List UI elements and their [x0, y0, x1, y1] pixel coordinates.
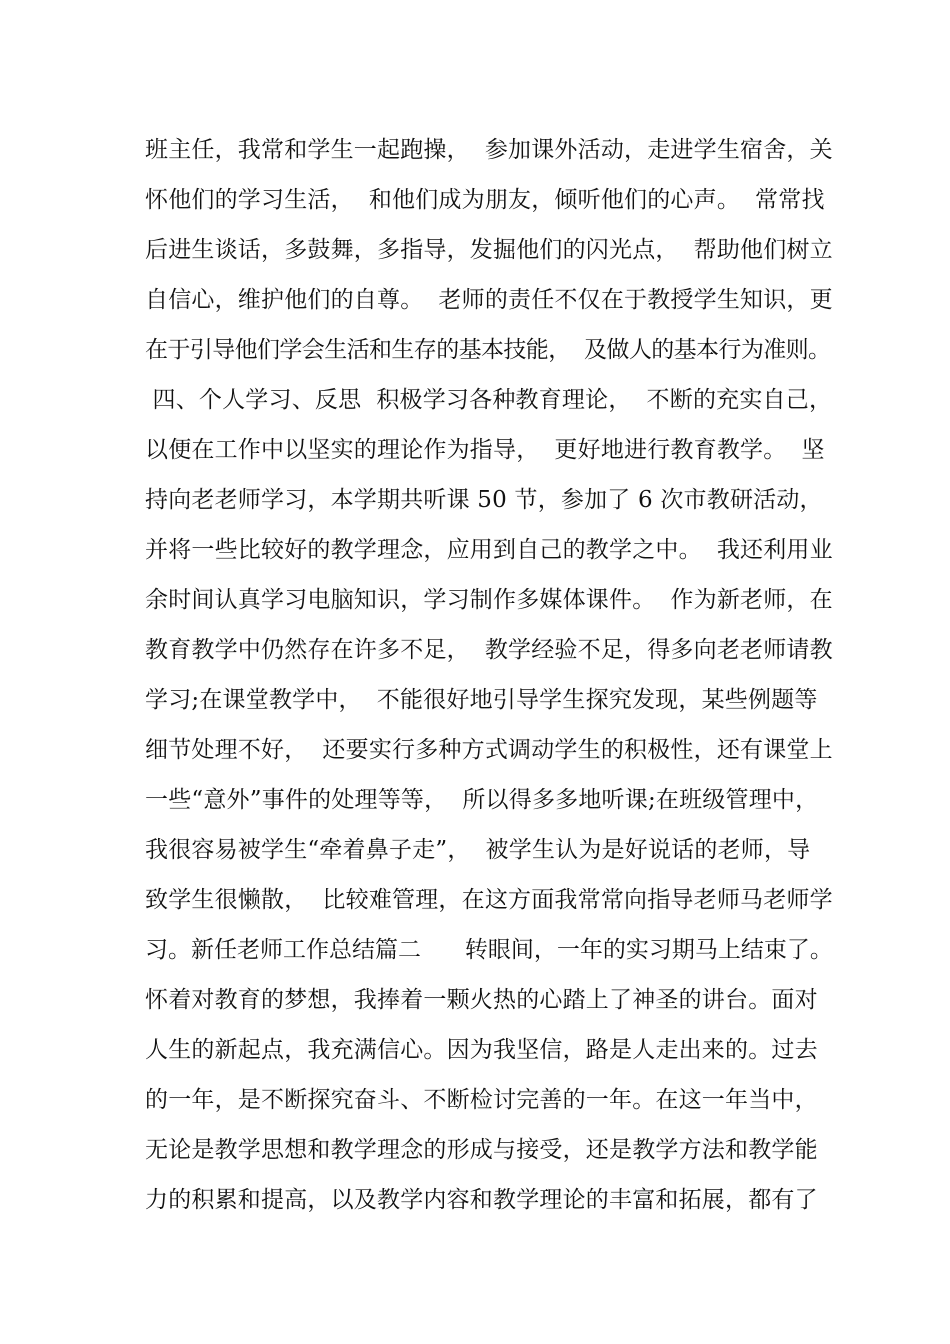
text-line: 以便在工作中以坚实的理论作为指导， 更好地进行教育教学。 坚: [145, 437, 825, 463]
text-line: 力的积累和提高，以及教学内容和教学理论的丰富和拓展，都有了: [145, 1187, 818, 1213]
text-line: 习。新任老师工作总结篇二 转眼间，一年的实习期马上结束了。: [145, 937, 833, 963]
text-line: 怀他们的学习生活， 和他们成为朋友，倾听他们的心声。 常常找: [145, 187, 825, 213]
text-line: 致学生很懒散， 比较难管理，在这方面我常常向指导老师马老师学: [145, 887, 833, 913]
text-line: 怀着对教育的梦想，我捧着一颗火热的心踏上了神圣的讲台。面对: [145, 987, 818, 1013]
text-line: 一些“意外”事件的处理等等， 所以得多多地听课;在班级管理中，: [145, 787, 819, 813]
text-line: 并将一些比较好的教学理念，应用到自己的教学之中。 我还利用业: [145, 537, 833, 563]
text-line: 学习;在课堂教学中， 不能很好地引导学生探究发现，某些例题等: [145, 687, 818, 713]
text-line: 班主任，我常和学生一起跑操， 参加课外活动，走进学生宿舍，关: [145, 137, 833, 163]
section-heading-line: 四、个人学习、反思 积极学习各种教育理论， 不断的充实自己，: [145, 387, 833, 413]
text-line: 的一年，是不断探究奋斗、不断检讨完善的一年。在这一年当中，: [145, 1087, 818, 1113]
text-line: 后进生谈话，多鼓舞，多指导，发掘他们的闪光点， 帮助他们树立: [145, 237, 833, 263]
text-line: 持向老老师学习，本学期共听课 50 节，参加了 6 次市教研活动，: [145, 487, 823, 513]
text-line: 细节处理不好， 还要实行多种方式调动学生的积极性，还有课堂上: [145, 737, 833, 763]
text-line: 我很容易被学生“牵着鼻子走”， 被学生认为是好说话的老师，导: [145, 837, 811, 863]
text-line: 教育教学中仍然存在许多不足， 教学经验不足，得多向老老师请教: [145, 637, 833, 663]
text-line: 自信心，维护他们的自尊。 老师的责任不仅在于教授学生知识，更: [145, 287, 833, 313]
text-line: 在于引导他们学会生活和生存的基本技能， 及做人的基本行为准则。: [145, 337, 831, 363]
text-line: 人生的新起点，我充满信心。因为我坚信，路是人走出来的。过去: [145, 1037, 818, 1063]
text-line: 无论是教学思想和教学理念的形成与接受，还是教学方法和教学能: [145, 1137, 818, 1163]
text-line: 余时间认真学习电脑知识，学习制作多媒体课件。 作为新老师，在: [145, 587, 833, 613]
